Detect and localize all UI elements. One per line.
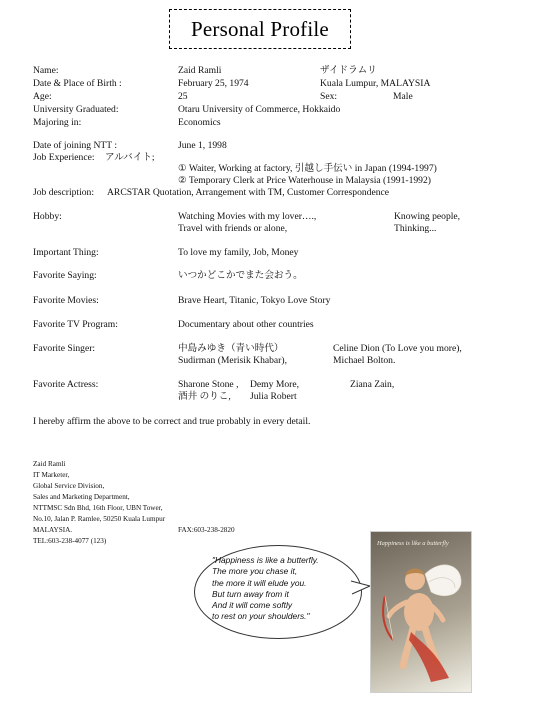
name-value: Zaid Ramli [178,65,222,76]
affirmation-text: I hereby affirm the above to be correct and true probably in every detail. [33,416,311,427]
name-label: Name: [33,65,59,76]
sex-value: Male [393,91,413,102]
signature-country: MALAYSIA. [33,526,73,534]
experience-item-1: ① Waiter, Working at factory, 引越し手伝い in Japan (1994-1997) [178,163,437,174]
movies-label: Favorite Movies: [33,295,99,306]
quote-text [212,555,319,623]
major-value: Economics [178,117,221,128]
join-value: June 1, 1998 [178,140,227,151]
quote-line-5: And it will come softly [212,600,293,611]
signature-name: Zaid Ramli [33,460,66,468]
singer-right-2: Michael Bolton. [333,355,396,366]
hobby-line-2: Travel with friends or alone, [178,223,288,234]
quote-line-3: the more it will elude you. [212,577,307,588]
birth-value: February 25, 1974 [178,78,249,89]
quote-line-2: The more you chase it, [212,566,298,577]
hobby-line-1: Watching Movies with my lover…., [178,211,317,222]
signature-fax: FAX:603-238-2820 [178,526,235,534]
birth-label: Date & Place of Birth : [33,78,122,89]
movies-value: Brave Heart, Titanic, Tokyo Love Story [178,295,331,306]
actress-label: Favorite Actress: [33,379,99,390]
description-label: Job description: [33,187,95,198]
sex-label: Sex: [320,91,338,102]
age-value: 25 [178,91,188,102]
hobby-right-1: Knowing people, [394,211,461,222]
tv-label: Favorite TV Program: [33,319,118,330]
cupid-card-image [370,531,472,693]
singer-left-1: 中島みゆき（青い時代） [178,343,284,354]
hobby-label: Hobby: [33,211,62,222]
saying-label: Favorite Saying: [33,270,97,281]
signature-tel: TEL:603-238-4077 (123) [33,537,107,545]
saying-value: いつかどこかでまた会おう。 [178,270,303,281]
university-value: Otaru University of Commerce, Hokkaido [178,104,341,115]
signature-title: IT Marketer, [33,471,70,479]
singer-right-1: Celine Dion (To Love you more), [333,343,462,354]
card-caption: Happiness is like a butterfly [377,540,449,547]
join-label: Date of joining NTT : [33,140,118,151]
signature-division: Global Service Division, [33,482,105,490]
signature-company: NTTMSC Sdn Bhd, 16th Floor, UBN Tower, [33,504,163,512]
birth-place: Kuala Lumpur, MALAYSIA [320,78,431,89]
important-value: To love my family, Job, Money [178,247,299,258]
important-label: Important Thing: [33,247,99,258]
major-label: Majoring in: [33,117,82,128]
signature-address: No.10, Jalan P. Ramlee, 50250 Kuala Lumpur [33,515,166,523]
actress-5: Julia Robert [250,391,297,402]
actress-2: Demy More, [250,379,300,390]
experience-label-jp: アルバイト; [105,152,155,163]
description-value: ARCSTAR Quotation, Arrangement with TM, Customer Correspondence [107,187,390,198]
university-label: University Graduated: [33,104,119,115]
cupid-illustration [371,532,471,692]
actress-3: Ziana Zain, [350,379,395,390]
singer-left-2: Sudirman (Merisik Khabar), [178,355,287,366]
experience-item-2: ② Temporary Clerk at Price Waterhouse in Malaysia (1991-1992) [178,175,431,186]
quote-line-6: to rest on your shoulders." [212,611,310,622]
page-title: Personal Profile [191,17,329,41]
singer-label: Favorite Singer: [33,343,96,354]
actress-1: Sharone Stone , [178,379,239,390]
name-kana: ザイドラムリ [320,65,377,76]
quote-line-4: But turn away from it [212,588,289,599]
age-label: Age: [33,91,52,102]
title-box [169,9,351,49]
experience-label: Job Experience: [33,152,95,163]
signature-department: Sales and Marketing Department, [33,493,130,501]
tv-value: Documentary about other countries [178,319,314,330]
actress-4: 酒井 のりこ, [178,391,231,402]
signature-block [33,459,165,547]
speech-bubble-tail [350,580,372,600]
hobby-right-2: Thinking... [394,223,437,234]
quote-line-1: "Happiness is like a butterfly. [212,555,319,565]
